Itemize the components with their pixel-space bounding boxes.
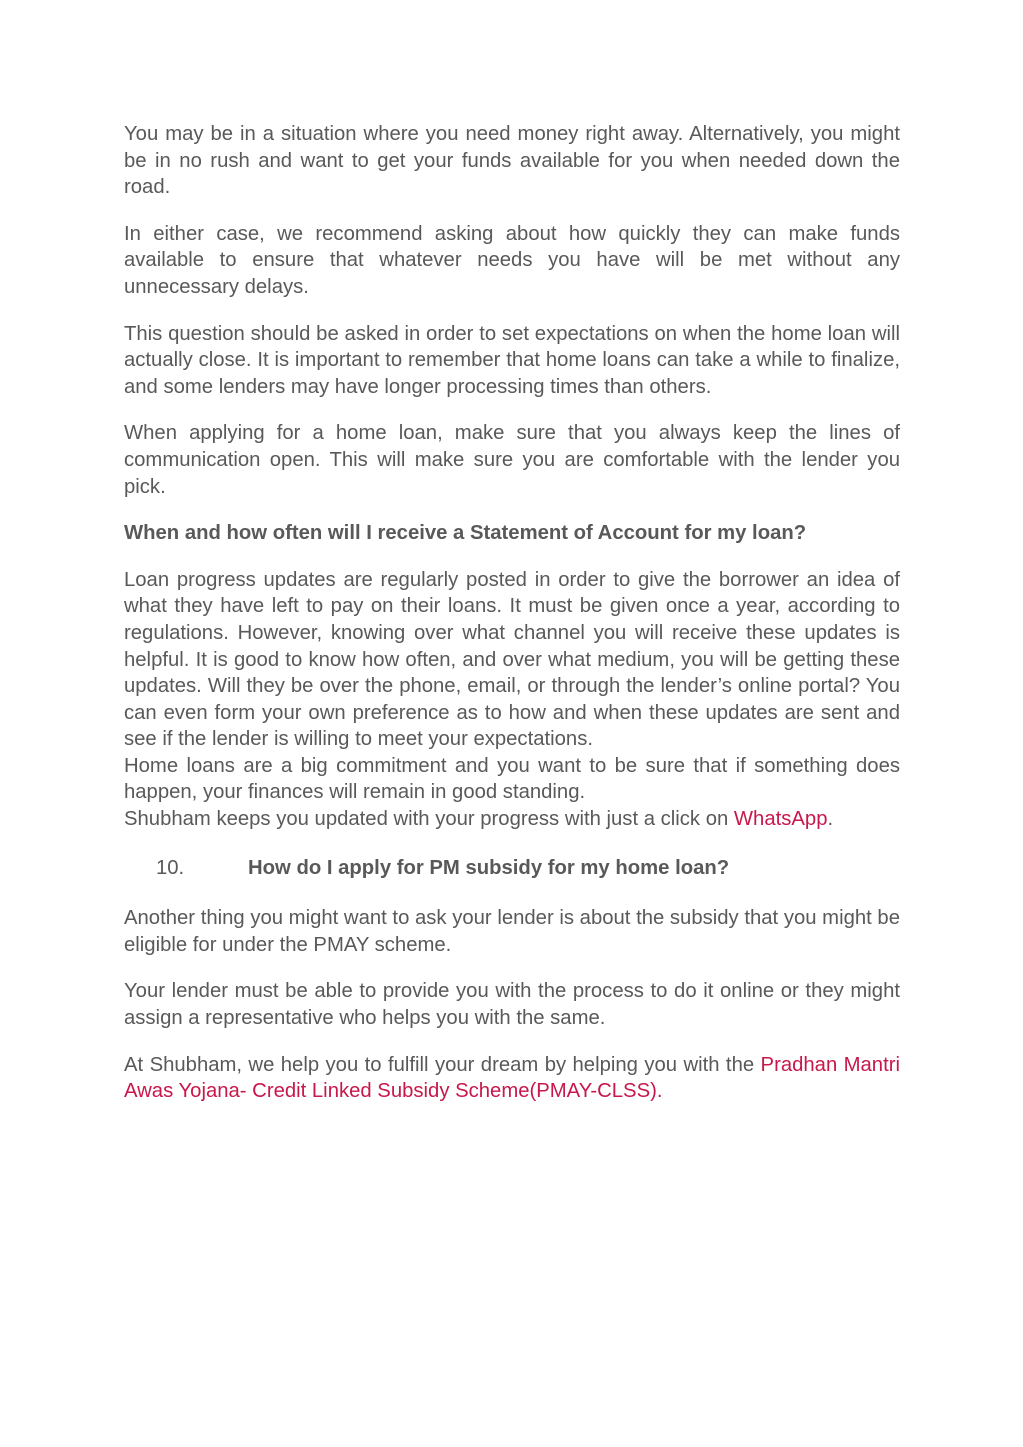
statement-body [124, 567, 900, 833]
statement-heading: When and how often will I receive a Statement of Account for my loan? [124, 522, 807, 545]
subsidy-paragraph-1: Another thing you might want to ask your lender is about the subsidy that you might be eligible for under the PMAY scheme. [124, 907, 900, 956]
statement-body-text-c: Shubham keeps you updated with your progress with just a click on [124, 808, 734, 831]
subsidy-paragraph-3 [124, 1052, 900, 1105]
pmay-clss-link[interactable]: Pradhan Mantri Awas Yojana- Credit Linked Subsidy Scheme(PMAY-CLSS). [124, 1053, 900, 1103]
subsidy-paragraph-3-text: At Shubham, we help you to fulfill your dream by helping you with the [124, 1053, 761, 1076]
paragraph-1: You may be in a situation where you need money right away. Alternatively, you might be in no rush and want to get your funds available for you when needed down the road. [124, 123, 900, 199]
paragraph-4: When applying for a home loan, make sure that you always keep the lines of communication open. This will make sure you are comfortable with the lender you pick. [124, 422, 900, 498]
document-page [124, 121, 900, 1125]
subsidy-number: 10. [156, 856, 185, 879]
statement-body-end: . [827, 808, 834, 831]
statement-body-text-a: Loan progress updates are regularly posted in order to give the borrower an idea of what they have left to pay on their loans. It must be given once a year, according to regulations. However, knowing over what channel you will receive these updates is helpful. It is good to know how often, and over what medium, you will be getting these updates. Will they be over the phone, email, or through the lender’s online portal? You can even form your own preference as to how and when these updates are sent and see if the lender is willing to meet your expectations. [124, 568, 900, 751]
statement-body-text-b: Home loans are a big commitment and you want to be sure that if something does happen, your finances will remain in good standing. [124, 754, 900, 804]
whatsapp-link[interactable]: WhatsApp [733, 808, 828, 831]
paragraph-2: In either case, we recommend asking about how quickly they can make funds available to ensure that whatever needs you have will be met without any unnecessary delays. [124, 222, 900, 298]
subsidy-heading: How do I apply for PM subsidy for my home loan? [248, 856, 730, 879]
paragraph-3: This question should be asked in order to set expectations on when the home loan will actually close. It is important to remember that home loans can take a while to finalize, and some lenders may have longer processing times than others. [124, 322, 900, 398]
subsidy-heading-row [124, 855, 900, 882]
subsidy-paragraph-2: Your lender must be able to provide you with the process to do it online or they might assign a representative who helps you with the same. [124, 980, 900, 1030]
